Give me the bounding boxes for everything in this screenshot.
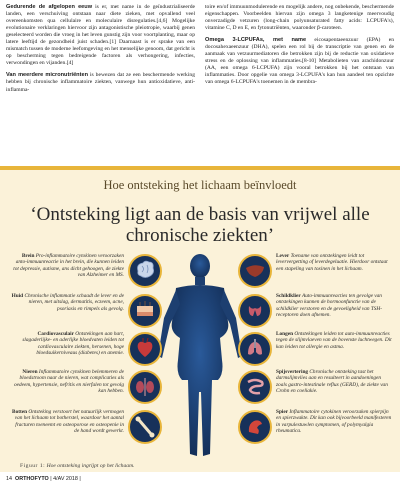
paragraph-lead: Van meerdere micronutriënten bbox=[6, 72, 88, 79]
thyroid-icon bbox=[238, 294, 272, 328]
paragraph-body: is er, met name in de geïndustrialiseerde landen, een verschuiving ontstaan naar diete zieken, met opvallend veel overeenkomsten qua cellulaire en moleculaire disregulaties.[4,6] Mogelijke evolutionaire verklaringen hiervoor zijn antagonistische pleiotropie, waarbij genen geselecteerd worden die vroeg in het leven gunstig zijn voor voortplanting, maar op latere leeftijd de gezondheid juist schaden.[1] Daarnaast is er sprake van een mismatch tussen de moderne leefomgeving en het menselijke genoom, dat gericht is op bescherming tegen bedreigende factoren als verhongering, infecties, verwondingen en vijanden.[4] bbox=[6, 4, 195, 67]
brain-icon bbox=[128, 254, 162, 288]
annotation-body: Chronische inflammatie schaadt de lever en de nieren, met uitslag, dermatitis, eczeem, acne, psoriasis en rimpels als gevolg. bbox=[23, 293, 124, 312]
page-footer bbox=[6, 476, 81, 482]
lungs-icon bbox=[238, 332, 272, 366]
paragraph-body: is bewezen dat ze een beschermende werking hebben bij chronische inflammatoire ziekten, vanwege hun antioxidatieve, anti-inflamma- bbox=[6, 72, 195, 93]
annotation-cardiovasculair bbox=[10, 331, 124, 357]
annotation-heading: Botten bbox=[12, 409, 28, 415]
annotation-heading: Huid bbox=[11, 293, 24, 299]
annotation-botten bbox=[10, 409, 124, 435]
annotation-body: Auto-immuunreacties ten gevolge van ontstekingen kunnen de hormoonfunctie van de schildklier verstoren en de gevoeligheid van TSH-receptoren doen afnemen. bbox=[276, 293, 383, 319]
bone-icon bbox=[128, 410, 162, 444]
paragraph-lead: Omega 3-LCPUFAs, met name bbox=[205, 37, 307, 44]
panel-quote: ‘Ontsteking ligt aan de basis van vrijwel alle chronische ziekten’ bbox=[30, 204, 370, 246]
annotation-body: Pro-inflammatoire cytokinen veroorzaken anto-immuunreactie in het brein, die kunnen leiden tot depressie, autisme, ans dicht gehoogen, de ziekte van Alzheimer en MS. bbox=[13, 253, 124, 279]
panel-title: Hoe ontsteking het lichaam beïnvloedt bbox=[103, 178, 297, 192]
annotation-huid bbox=[10, 293, 124, 312]
article-column-1 bbox=[6, 4, 195, 164]
annotation-brein bbox=[10, 253, 124, 279]
annotation-body: Ontsteking verstoort het natuurlijk vermogen van het lichaam tot botherstel, waardoor het aantal fracturen toeneemt en osteoporose en osteopenie in de hand wordt gewerkt. bbox=[14, 409, 124, 435]
caption-text: Hoe ontsteking ingrijpt op het lichaam. bbox=[45, 463, 135, 469]
annotation-body: Chronische ontsteking tast het darmslijmvlies aan en resulteert in aandoeningen zoals gastro-intestinale reflux (GERD), de ziekte van Crohn en coeliakie. bbox=[276, 369, 388, 395]
annotation-heading: Spier bbox=[276, 409, 289, 415]
annotation-spier bbox=[276, 409, 392, 435]
annotation-heading: Brein bbox=[21, 253, 35, 259]
journal-name: ORTHOFYTO bbox=[15, 476, 49, 482]
article-paragraph bbox=[6, 72, 195, 93]
annotation-heading: Cardiovasculair bbox=[37, 331, 74, 337]
heart-icon bbox=[128, 332, 162, 366]
article-column-2 bbox=[205, 4, 394, 164]
issue-label: | 4/AV 2018 | bbox=[50, 476, 81, 482]
annotation-body: Ontstekingen leiden tot auto-immuunreacties tegen de slijmvlaeven van de bovenste luchtwegen. Dit kan leiden tot allergie en astma. bbox=[276, 331, 392, 350]
annotation-heading: Lever bbox=[276, 253, 290, 259]
annotation-heading: Spijsvertering bbox=[276, 369, 309, 375]
annotation-heading: Schildklier bbox=[276, 293, 301, 299]
infographic-panel bbox=[0, 166, 400, 472]
page-number: 14 bbox=[6, 476, 12, 482]
annotation-schildklier bbox=[276, 293, 392, 319]
annotation-body: Ontstekingen aan hart, slagaderlijke- en aderlijke bloedvaten leiden tot cardiovasculaire ziekten, hersenen, hoge bloedsuikerniveaus (diabetes) en anemie. bbox=[22, 331, 124, 357]
kidney-icon bbox=[128, 370, 162, 404]
figure-caption bbox=[20, 463, 135, 469]
panel-top-bar bbox=[0, 166, 400, 170]
muscle-icon bbox=[238, 410, 272, 444]
intestine-icon bbox=[238, 370, 272, 404]
human-body-silhouette bbox=[150, 252, 250, 460]
paragraph-body: eicosapentaeenzuur (EPA) en docosahexaeenzuur (DHA), spelen een rol bij de transcriptie van genen en de aanmaak van vetzuurmediatoren die betrokken zijn bij de reductie van oxidatieve stress en de oplossing van inflammaties.[8-10] Metabolieten van arachidonzuur (AA, een omega 6-LCPUFA) zijn vooral betrokken bij het ontstaan van inflammaties. Door opgelie van omega 3-LCPUFA's kan hun aandeel ten opzichte van omega 6-LCPUFA's toenemen in de membra- bbox=[205, 37, 394, 86]
skin-icon bbox=[128, 294, 162, 328]
annotation-body: Toename van ontstekingen leidt tot leververgetting of leverdegeluatie. Hierdoor ontstaat een stapeling van toxinen in het lichaam. bbox=[276, 253, 388, 272]
annotation-longen bbox=[276, 331, 392, 350]
paragraph-lead: Gedurende de afgelopen eeuw bbox=[6, 4, 93, 10]
paragraph-body: toire en/of immuunmodulerende en mogelijk andere, nog onbekende, beschermende eigenschappen. Voorbeelden hiervan zijn omega 3 langketenige meervoudig onverzadigde vetzuren (long-chain polyunsaturated fatty acids: LCPUFA's), vitamine C, D en E, en fytonutriënten, waaronder β-caroteen. bbox=[205, 4, 394, 32]
annotation-heading: Nieren bbox=[22, 369, 38, 375]
article-paragraph bbox=[205, 4, 394, 32]
annotation-nieren bbox=[10, 369, 124, 395]
annotation-lever bbox=[276, 253, 392, 272]
article-paragraph bbox=[6, 4, 195, 67]
annotation-heading: Longen bbox=[276, 331, 294, 337]
annotation-body: Inflammatoire cytokinen veroorzaken spierpijn en spierzwakte. Dit kan ook bijvoorbeeld manifesteren in varpulestuwlen symptomen, of polymyalgia rheumatica. bbox=[276, 409, 392, 435]
liver-icon bbox=[238, 254, 272, 288]
annotation-spijsvertering bbox=[276, 369, 392, 395]
article-columns bbox=[6, 4, 394, 164]
article-paragraph bbox=[205, 37, 394, 86]
annotation-body: Inflammatoire cytokinen belemmeren de bloedstroom naar de nieren, wat complicaties als oedeem, hypertensie, nefritis en nierfalen tot gevolg kan hebben. bbox=[13, 369, 124, 395]
caption-label: Figuur 1: bbox=[20, 463, 46, 469]
